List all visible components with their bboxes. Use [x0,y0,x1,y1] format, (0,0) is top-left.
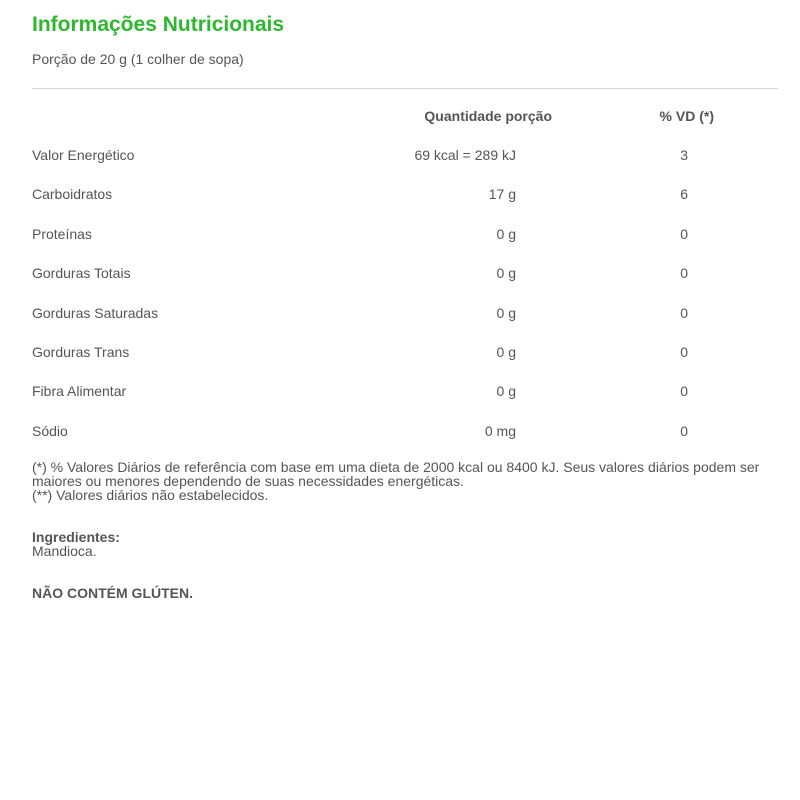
ingredients-section [32,530,778,558]
ingredients-value: Mandioca. [32,543,97,559]
header-daily-value: % VD (*) [659,107,714,124]
nutrient-daily-value: 3 [680,147,688,164]
header-nutrient [32,96,404,135]
table-row [32,135,778,174]
nutrient-daily-value: 0 [680,265,688,282]
nutrient-daily-value: 0 [680,422,688,439]
nutrient-name: Carboidratos [32,186,113,203]
nutrient-daily-value: 6 [680,186,688,203]
nutrient-name: Gorduras Totais [32,265,131,282]
nutrient-quantity: 0 mg [484,422,516,439]
table-header-row [32,96,778,135]
nutrient-quantity: 69 kcal = 289 kJ [414,147,516,164]
nutrient-quantity: 0 g [496,344,516,361]
table-row [32,293,778,332]
table-row [32,332,778,371]
table-row [32,411,778,450]
nutrient-name: Fibra Alimentar [32,383,127,400]
nutrient-daily-value: 0 [680,344,688,361]
gluten-notice: NÃO CONTÉM GLÚTEN. [32,585,193,601]
nutrient-name: Sódio [32,422,68,439]
nutrition-facts-panel [32,0,778,800]
nutrient-quantity: 17 g [488,186,516,203]
nutrition-table [32,96,778,451]
nutrient-quantity: 0 g [496,383,516,400]
nutrient-name: Valor Energético [32,147,135,164]
nutrient-daily-value: 0 [680,383,688,400]
page-title: Informações Nutricionais [32,13,285,36]
portion-size: Porção de 20 g (1 colher de sopa) [32,51,244,67]
nutrient-quantity: 0 g [496,225,516,242]
footnotes [32,460,778,502]
nutrient-name: Gorduras Saturadas [32,304,159,321]
nutrient-name: Proteínas [32,225,92,242]
table-row [32,175,778,214]
nutrient-quantity: 0 g [496,265,516,282]
footnote-not-established: (**) Valores diários não estabelecidos. [32,487,269,503]
table-row [32,372,778,411]
table-row [32,254,778,293]
nutrient-daily-value: 0 [680,225,688,242]
nutrient-name: Gorduras Trans [32,344,130,361]
ingredients-label: Ingredientes: [32,529,120,545]
header-quantity: Quantidade porção [424,107,552,124]
table-row [32,214,778,253]
footnote-daily-values: (*) % Valores Diários de referência com base em uma dieta de 2000 kcal ou 8400 kJ. Seus valores diários podem ser maiores ou menores dependendo de suas necessidades energéticas. [32,459,760,489]
header-divider [32,88,778,89]
nutrient-daily-value: 0 [680,304,688,321]
nutrient-quantity: 0 g [496,304,516,321]
